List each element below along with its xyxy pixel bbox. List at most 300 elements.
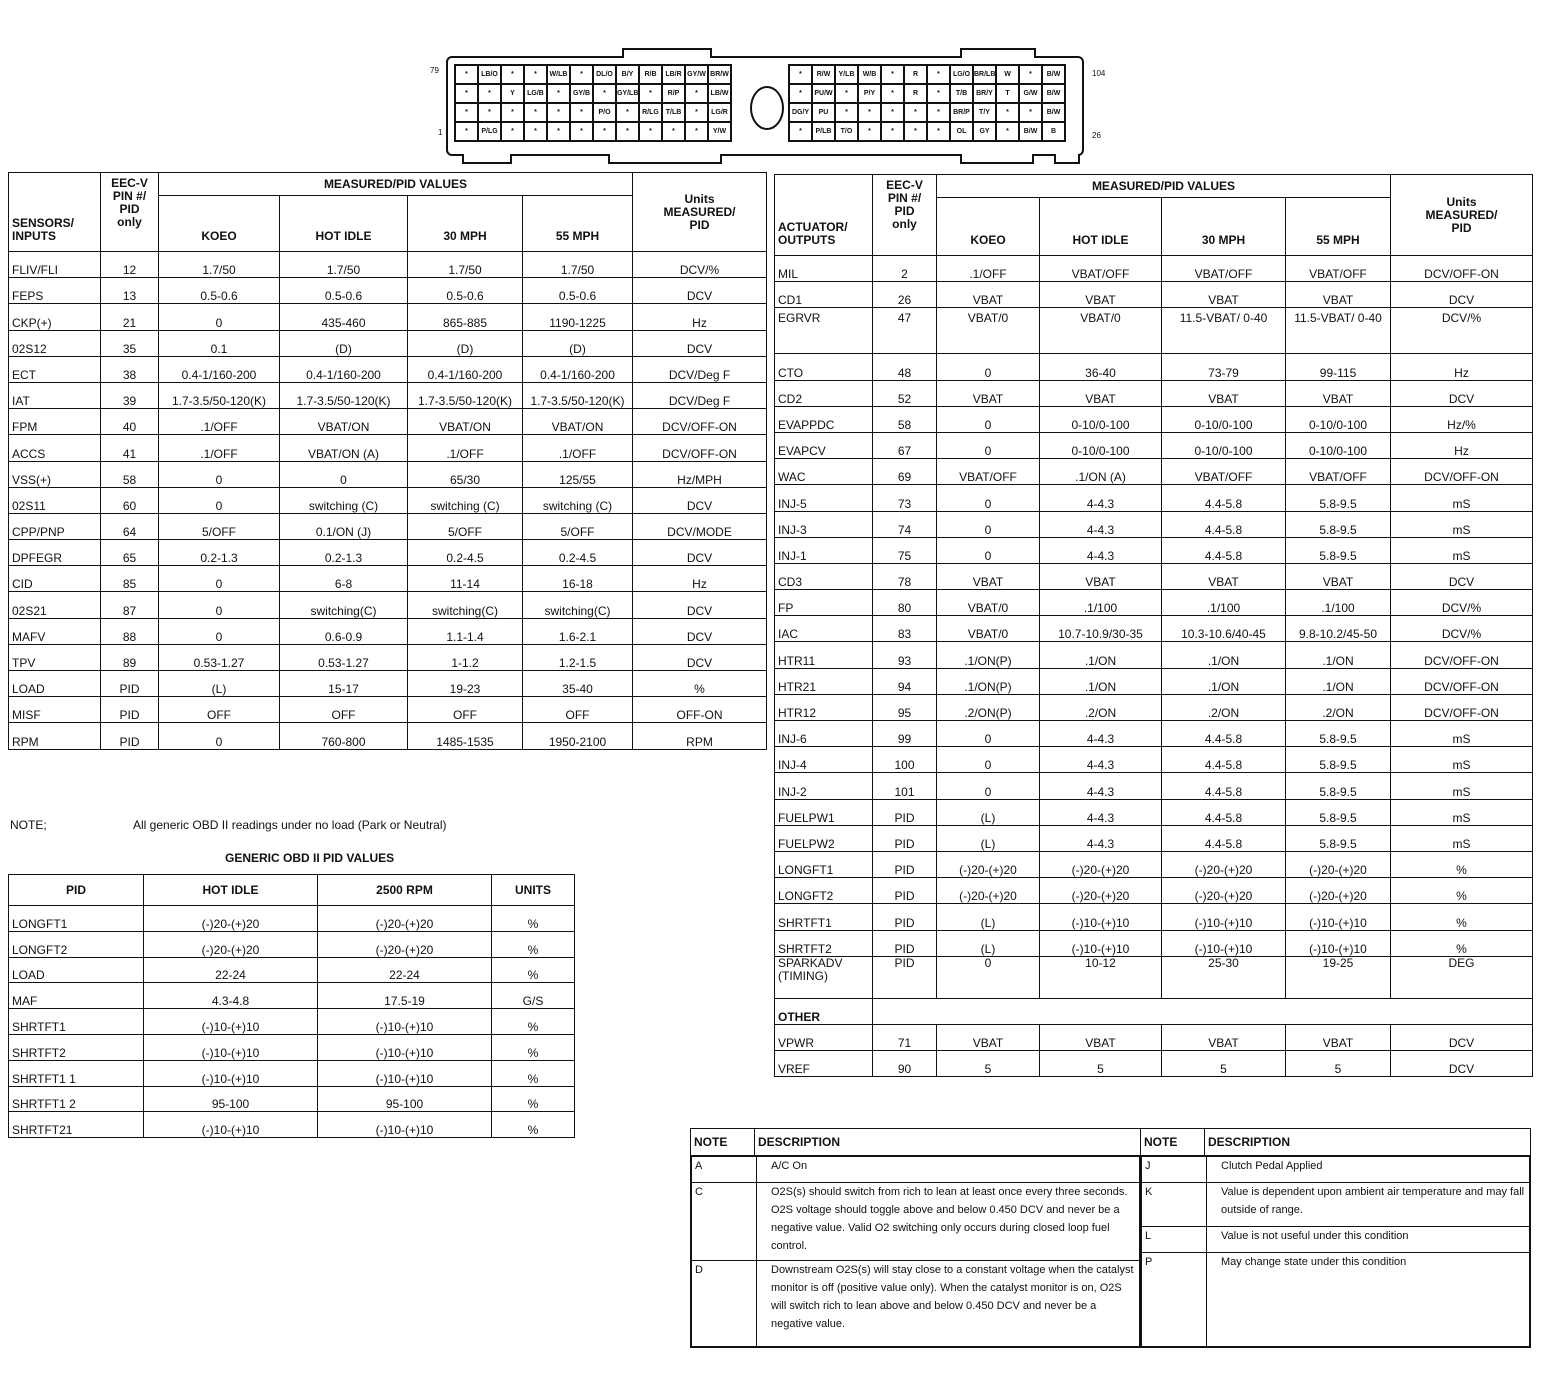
cell: 75	[873, 537, 937, 563]
cell: 65/30	[408, 461, 523, 487]
note-row	[692, 1261, 1140, 1347]
connector-pin: *	[524, 65, 547, 84]
connector-pin: *	[858, 103, 881, 122]
connector-pin: LG/O	[950, 65, 973, 84]
cell: VBAT	[1286, 380, 1391, 406]
connector-pin: *	[685, 122, 708, 141]
55mph-header: 55 MPH	[1286, 198, 1391, 256]
cell: VBAT/OFF	[937, 459, 1040, 485]
connector-pin: OL	[950, 122, 973, 141]
connector-pin: LG/R	[708, 103, 731, 122]
table-row	[775, 1024, 1533, 1050]
cell: .2/ON(P)	[937, 694, 1040, 720]
connector-pin: *	[455, 122, 478, 141]
row-name: INJ-2	[775, 773, 873, 799]
connector-pin: B/W	[1042, 103, 1065, 122]
row-name: FEPS	[9, 278, 101, 304]
note-code: P	[1142, 1253, 1207, 1347]
hot-idle-header: HOT IDLE	[144, 875, 318, 906]
cell: 17.5-19	[318, 983, 492, 1009]
cell: 100	[873, 747, 937, 773]
row-name: CPP/PNP	[9, 513, 101, 539]
table-row	[9, 957, 575, 983]
sensors-col-header: SENSORS/ INPUTS	[9, 173, 101, 252]
cell: 0	[159, 566, 280, 592]
cell: 0-10/0-100	[1286, 406, 1391, 432]
cell: PID	[873, 825, 937, 851]
row-name: 02S11	[9, 487, 101, 513]
table-row	[9, 1060, 575, 1086]
description-header: DESCRIPTION	[1205, 1129, 1531, 1156]
connector-pin: DG/Y	[789, 103, 812, 122]
cell: 9.8-10.2/45-50	[1286, 616, 1391, 642]
cell: 13	[101, 278, 159, 304]
units-header: UNITS	[492, 875, 575, 906]
cell: 87	[101, 592, 159, 618]
connector-pin: Y/LB	[835, 65, 858, 84]
table-row	[775, 590, 1533, 616]
cell: 1.7/50	[280, 252, 408, 278]
cell: VBAT/0	[937, 308, 1040, 354]
row-name: FPM	[9, 409, 101, 435]
connector-pin: R/LG	[639, 103, 662, 122]
cell: 0	[937, 511, 1040, 537]
cell: 5	[1040, 1051, 1162, 1077]
row-name: INJ-3	[775, 511, 873, 537]
cell: 4.4-5.8	[1162, 799, 1286, 825]
cell: 11.5-VBAT/ 0-40	[1162, 308, 1286, 354]
cell: 4.4-5.8	[1162, 485, 1286, 511]
cell: (-)10-(+)10	[1286, 904, 1391, 930]
cell: .2/ON	[1286, 694, 1391, 720]
cell: 0	[159, 487, 280, 513]
connector-pin: W	[996, 65, 1019, 84]
cell: DCV	[1391, 563, 1533, 589]
cell: 60	[101, 487, 159, 513]
cell: PID	[873, 956, 937, 998]
row-name: IAC	[775, 616, 873, 642]
connector-tab	[960, 48, 1036, 58]
row-name: SHRTFT2	[9, 1034, 144, 1060]
cell: VBAT/OFF	[1286, 256, 1391, 282]
cell: Hz/MPH	[633, 461, 767, 487]
cell: DCV/OFF-ON	[1391, 694, 1533, 720]
connector-pin: *	[927, 84, 950, 103]
note-code: D	[692, 1261, 757, 1347]
table-row	[775, 851, 1533, 877]
cell: (-)20-(+)20	[1162, 851, 1286, 877]
connector-pins-left	[454, 64, 732, 142]
row-name: CD2	[775, 380, 873, 406]
notes-table	[690, 1128, 1531, 1348]
cell: %	[492, 1112, 575, 1138]
cell: PID	[873, 878, 937, 904]
connector-pin: *	[455, 65, 478, 84]
description-header: DESCRIPTION	[755, 1129, 1141, 1156]
cell: 0.2-4.5	[408, 540, 523, 566]
cell: (D)	[280, 330, 408, 356]
cell: 5.8-9.5	[1286, 799, 1391, 825]
cell: .1/OFF	[159, 435, 280, 461]
note-row	[1142, 1183, 1530, 1227]
hot-idle-header: HOT IDLE	[1040, 198, 1162, 256]
connector-pin: BR/W	[708, 65, 731, 84]
cell: 0.5-0.6	[523, 278, 633, 304]
cell: 1950-2100	[523, 723, 633, 749]
cell: 0-10/0-100	[1162, 432, 1286, 458]
cell: .1/ON	[1040, 642, 1162, 668]
table-row	[9, 382, 767, 408]
note-code: C	[692, 1183, 757, 1261]
cell: (-)20-(+)20	[318, 931, 492, 957]
cell: 0	[937, 773, 1040, 799]
cell: 90	[873, 1051, 937, 1077]
cell: 0	[937, 956, 1040, 998]
cell: switching (C)	[408, 487, 523, 513]
connector-tab	[960, 154, 1034, 164]
connector-pin: *	[858, 122, 881, 141]
notes-left-list	[691, 1156, 1140, 1347]
connector-pin: Y	[501, 84, 524, 103]
note-text: All generic OBD II readings under no load (Park or Neutral)	[133, 818, 447, 832]
table-row	[9, 435, 767, 461]
connector-pin: *	[685, 84, 708, 103]
2500-rpm-header: 2500 RPM	[318, 875, 492, 906]
connector-pin: R	[904, 84, 927, 103]
cell: DCV	[633, 618, 767, 644]
connector-pin: R/B	[639, 65, 662, 84]
actuators-col-header: ACTUATOR/ OUTPUTS	[775, 175, 873, 256]
cell: 5.8-9.5	[1286, 721, 1391, 747]
row-name: EGRVR	[775, 308, 873, 354]
cell: 22-24	[318, 957, 492, 983]
cell: .1/OFF	[523, 435, 633, 461]
cell: 52	[873, 380, 937, 406]
cell: 94	[873, 668, 937, 694]
cell: OFF	[523, 697, 633, 723]
cell: DCV/MODE	[633, 513, 767, 539]
table-row	[775, 537, 1533, 563]
note-description: Value is not useful under this condition	[1207, 1227, 1530, 1253]
cell: (-)10-(+)10	[144, 1009, 318, 1035]
connector-pin: *	[662, 122, 685, 141]
table-row	[9, 513, 767, 539]
cell: 0	[159, 723, 280, 749]
cell: .2/ON	[1040, 694, 1162, 720]
connector-pins-right	[788, 64, 1066, 142]
cell: 1.7-3.5/50-120(K)	[159, 382, 280, 408]
row-name: HTR12	[775, 694, 873, 720]
cell: 4.4-5.8	[1162, 747, 1286, 773]
cell: (L)	[159, 671, 280, 697]
connector-pin: BR/Y	[973, 84, 996, 103]
cell: %	[492, 1034, 575, 1060]
cell: 0.5-0.6	[159, 278, 280, 304]
cell: %	[492, 931, 575, 957]
cell: DCV/%	[1391, 308, 1533, 354]
cell: (-)20-(+)20	[1286, 851, 1391, 877]
connector-pin: *	[478, 84, 501, 103]
cell: 4.4-5.8	[1162, 721, 1286, 747]
cell: PID	[873, 799, 937, 825]
cell: 5.8-9.5	[1286, 747, 1391, 773]
cell: (-)10-(+)10	[144, 1034, 318, 1060]
note-row	[1142, 1157, 1530, 1183]
connector-pin: LB/W	[708, 84, 731, 103]
cell: Hz	[633, 304, 767, 330]
cell: 21	[101, 304, 159, 330]
cell: VBAT/OFF	[1286, 459, 1391, 485]
connector-tab	[462, 154, 512, 164]
cell: 11-14	[408, 566, 523, 592]
cell: 85	[101, 566, 159, 592]
cell: (-)10-(+)10	[1286, 930, 1391, 956]
cell: DCV	[633, 592, 767, 618]
cell: 0	[937, 537, 1040, 563]
cell: 5	[937, 1051, 1040, 1077]
30mph-header: 30 MPH	[1162, 198, 1286, 256]
table-row	[775, 904, 1533, 930]
connector-tab	[622, 48, 712, 58]
cell: 0	[937, 354, 1040, 380]
row-name: VSS(+)	[9, 461, 101, 487]
table-row	[775, 354, 1533, 380]
cell: 99-115	[1286, 354, 1391, 380]
cell: 0	[937, 406, 1040, 432]
cell: 1.7-3.5/50-120(K)	[523, 382, 633, 408]
cell: DCV/%	[1391, 616, 1533, 642]
pin-label-26: 26	[1092, 131, 1101, 140]
connector-pin: B/W	[1019, 122, 1042, 141]
row-name: INJ-1	[775, 537, 873, 563]
cell: DEG	[1391, 956, 1533, 998]
cell: 64	[101, 513, 159, 539]
notes-right-column	[1141, 1156, 1531, 1348]
cell: 89	[101, 644, 159, 670]
table-row	[9, 697, 767, 723]
other-section-label: OTHER	[775, 998, 873, 1024]
row-name: CTO	[775, 354, 873, 380]
cell: (-)10-(+)10	[1162, 904, 1286, 930]
notes-right-list	[1141, 1156, 1530, 1347]
connector-pin: *	[927, 122, 950, 141]
55mph-header: 55 MPH	[523, 196, 633, 252]
cell: .1/ON (A)	[1040, 459, 1162, 485]
connector-pin: R/W	[812, 65, 835, 84]
cell: (-)10-(+)10	[318, 1034, 492, 1060]
cell: (-)20-(+)20	[144, 906, 318, 932]
connector-tab	[608, 154, 722, 164]
table-row	[775, 747, 1533, 773]
note-row	[1142, 1253, 1530, 1347]
cell: 73-79	[1162, 354, 1286, 380]
table-row	[775, 998, 1533, 1024]
cell: PID	[101, 723, 159, 749]
cell: mS	[1391, 537, 1533, 563]
connector-pin: *	[996, 122, 1019, 141]
row-name: IAT	[9, 382, 101, 408]
connector-pin: *	[904, 122, 927, 141]
table-row	[775, 616, 1533, 642]
table-row	[9, 644, 767, 670]
connector-pin: *	[616, 103, 639, 122]
cell: DCV	[633, 278, 767, 304]
row-name: MIL	[775, 256, 873, 282]
connector-pin: B	[1042, 122, 1065, 141]
cell: 4-4.3	[1040, 747, 1162, 773]
cell: (-)10-(+)10	[1040, 930, 1162, 956]
cell: VBAT/OFF	[1162, 256, 1286, 282]
connector-pin: *	[835, 103, 858, 122]
cell: 58	[873, 406, 937, 432]
note-description: Downstream O2S(s) will stay close to a constant voltage when the catalyst monitor is off (positive value only). When the catalyst monitor is on, O2S will switch rich to lean above and below 0.450 DCV and never be a negative value.	[757, 1261, 1140, 1347]
units-col-header: Units MEASURED/ PID	[1391, 175, 1533, 256]
connector-pin: *	[904, 103, 927, 122]
row-name: INJ-4	[775, 747, 873, 773]
cell: .1/OFF	[937, 256, 1040, 282]
cell: DCV/OFF-ON	[633, 435, 767, 461]
cell: OFF	[408, 697, 523, 723]
connector-pin: P/O	[593, 103, 616, 122]
cell: 73	[873, 485, 937, 511]
pcm-connector-diagram	[0, 0, 1554, 170]
cell: VBAT	[1162, 282, 1286, 308]
cell: (-)20-(+)20	[1040, 851, 1162, 877]
table-row	[9, 618, 767, 644]
cell: 0.1/ON (J)	[280, 513, 408, 539]
row-name: TPV	[9, 644, 101, 670]
cell: DCV	[1391, 282, 1533, 308]
cell: .1/ON	[1286, 642, 1391, 668]
cell: 80	[873, 590, 937, 616]
connector-pin: *	[547, 103, 570, 122]
row-name: FP	[775, 590, 873, 616]
connector-pin: PU	[812, 103, 835, 122]
cell: VBAT	[1040, 282, 1162, 308]
row-name: LONGFT2	[775, 878, 873, 904]
cell: VBAT	[937, 563, 1040, 589]
connector-pin: *	[455, 103, 478, 122]
table-row	[775, 694, 1533, 720]
table-row	[9, 487, 767, 513]
cell: DCV/Deg F	[633, 382, 767, 408]
row-name: MISF	[9, 697, 101, 723]
cell: mS	[1391, 799, 1533, 825]
cell: VBAT/OFF	[1162, 459, 1286, 485]
cell: 4-4.3	[1040, 799, 1162, 825]
note-description: A/C On	[757, 1157, 1140, 1183]
connector-pin: *	[524, 103, 547, 122]
cell: 74	[873, 511, 937, 537]
row-name: LONGFT2	[9, 931, 144, 957]
connector-pin: *	[881, 65, 904, 84]
connector-pin: *	[547, 122, 570, 141]
cell: 11.5-VBAT/ 0-40	[1286, 308, 1391, 354]
cell: 0.4-1/160-200	[159, 356, 280, 382]
cell: DCV/OFF-ON	[1391, 459, 1533, 485]
cell: 0-10/0-100	[1040, 432, 1162, 458]
row-name: LONGFT1	[775, 851, 873, 877]
connector-pin: *	[593, 84, 616, 103]
table-row	[9, 1112, 575, 1138]
cell: .1/OFF	[408, 435, 523, 461]
cell: 1.7/50	[523, 252, 633, 278]
row-name: VREF	[775, 1051, 873, 1077]
cell: 4-4.3	[1040, 825, 1162, 851]
cell: DCV	[633, 330, 767, 356]
connector-pin: *	[616, 122, 639, 141]
row-name: FLIV/FLI	[9, 252, 101, 278]
cell: DCV/OFF-ON	[633, 409, 767, 435]
row-name: FUELPW1	[775, 799, 873, 825]
cell: (-)20-(+)20	[937, 851, 1040, 877]
cell: (L)	[937, 825, 1040, 851]
cell: 0.53-1.27	[159, 644, 280, 670]
connector-pin: *	[1019, 103, 1042, 122]
cell: 1.7-3.5/50-120(K)	[280, 382, 408, 408]
row-name: EVAPCV	[775, 432, 873, 458]
actuators-outputs-table	[774, 174, 1533, 1077]
connector-pin: *	[789, 84, 812, 103]
cell: PID	[873, 930, 937, 956]
cell: VBAT/ON	[280, 409, 408, 435]
30mph-header: 30 MPH	[408, 196, 523, 252]
table-row	[775, 825, 1533, 851]
cell: 88	[101, 618, 159, 644]
cell: 0	[937, 432, 1040, 458]
note-description: Clutch Pedal Applied	[1207, 1157, 1530, 1183]
table-row	[775, 642, 1533, 668]
table-row	[9, 1034, 575, 1060]
table-row	[775, 511, 1533, 537]
cell: 1.7-3.5/50-120(K)	[408, 382, 523, 408]
cell: 78	[873, 563, 937, 589]
cell: OFF	[159, 697, 280, 723]
cell: Hz	[1391, 354, 1533, 380]
cell: %	[492, 957, 575, 983]
connector-pin: T/LB	[662, 103, 685, 122]
cell: %	[492, 1009, 575, 1035]
note-description: O2S(s) should switch from rich to lean at least once every three seconds. O2S voltage should toggle above and below 0.450 DCV and never be a negative value. Valid O2 switching only occurs during closed loop fuel control.	[757, 1183, 1140, 1261]
cell: VBAT	[1162, 1024, 1286, 1050]
cell: 95	[873, 694, 937, 720]
cell: 4-4.3	[1040, 511, 1162, 537]
cell: (L)	[937, 930, 1040, 956]
koeo-header: KOEO	[159, 196, 280, 252]
row-name: SHRTFT1 2	[9, 1086, 144, 1112]
cell: 22-24	[144, 957, 318, 983]
cell: 5.8-9.5	[1286, 537, 1391, 563]
cell: (-)10-(+)10	[318, 1112, 492, 1138]
cell: 4-4.3	[1040, 485, 1162, 511]
table-row	[9, 566, 767, 592]
cell: 1485-1535	[408, 723, 523, 749]
note-row	[1142, 1227, 1530, 1253]
cell: 0-10/0-100	[1162, 406, 1286, 432]
cell: .1/OFF	[159, 409, 280, 435]
table-row	[9, 540, 767, 566]
cell: .1/ON	[1162, 668, 1286, 694]
cell: 4-4.3	[1040, 537, 1162, 563]
cell: (-)10-(+)10	[144, 1112, 318, 1138]
table-row	[9, 1086, 575, 1112]
connector-pin: B/W	[1042, 84, 1065, 103]
connector-pin: *	[501, 122, 524, 141]
table-row	[9, 278, 767, 304]
connector-pin: R/P	[662, 84, 685, 103]
cell: %	[1391, 904, 1533, 930]
connector-pin: *	[570, 65, 593, 84]
